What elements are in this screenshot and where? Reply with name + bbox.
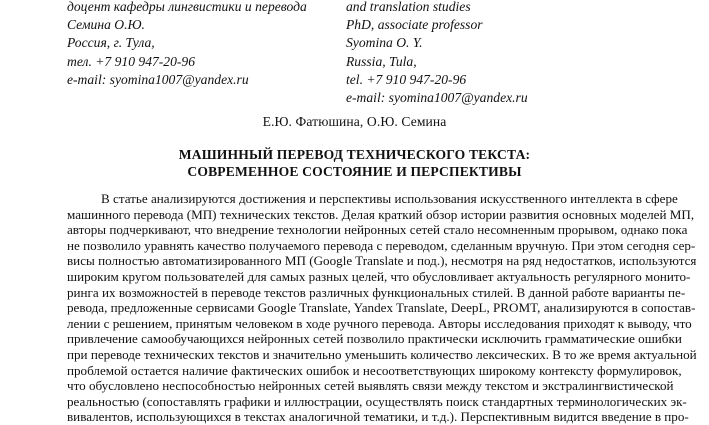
author-info-line: Россия, г. Тула, <box>67 35 155 51</box>
author-info-line: Семина О.Ю. <box>67 17 145 33</box>
author-info-line: PhD, associate professor <box>346 17 483 33</box>
abstract-line: авторы подчеркивают, что внедрение технологии нейронных сетей стало несомненным прорывом, однако пока <box>67 222 688 238</box>
author-info-line: tel. +7 910 947-20-96 <box>346 71 467 87</box>
author-info-line: e-mail: syomina1007@yandex.ru <box>67 71 249 87</box>
abstract-line: ревода, предложенные сервисами Google Translate, Yandex Translate, DeepL, PROMT, анализируются в сопостав- <box>67 300 696 316</box>
abstract-line: лении с решением, принятым человеком в ходе ручного перевода. Авторы исследования приходят к выводу, что <box>67 315 692 331</box>
article-title-line: СОВРЕМЕННОЕ СОСТОЯНИЕ И ПЕРСПЕКТИВЫ <box>187 163 522 179</box>
author-info-line: тел. +7 910 947-20-96 <box>67 53 196 69</box>
abstract-line: В статье анализируются достижения и перспективы использования искусственного интеллекта в сфере <box>101 191 678 206</box>
article-authors: Е.Ю. Фатюшина, О.Ю. Семина <box>262 114 447 129</box>
abstract-line: вивалентов, использующихся в текстах аналогичной тематики, и т.д.). Перспективным видится введение в про- <box>67 409 689 425</box>
abstract-line: висы полностью автоматизированного МП (Google Translate и под.), несмотря на ряд недостатков, используются <box>67 253 697 269</box>
author-info-line: Russia, Tula, <box>346 53 417 69</box>
author-info-line: Syomina O. Y. <box>346 35 423 51</box>
author-info-russian <box>67 0 307 89</box>
abstract-line: при переводе технических текстов и значительно уменьшить количество лексических. В то же время актуальной <box>67 346 697 362</box>
abstract-line: широким кругом пользователей для самых разных целей, что обусловливает актуальность регулярного монито- <box>67 268 691 284</box>
abstract-line: не позволило уравнять качество получаемого перевода с переводом, сделанным вручную. При этом сегодня сер- <box>67 237 696 253</box>
author-info-line: e-mail: syomina1007@yandex.ru <box>346 90 528 106</box>
abstract-line: проблемой остается наличие фактических ошибок и несоответствующих широкому контексту формулировок, <box>67 362 682 378</box>
abstract-line: ринга их возможностей в переводе текстов различных функциональных стилей. В данной работе варианты пе- <box>67 284 686 300</box>
abstract-line: реальностью (сопоставлять графики и иллюстрации, осуществлять поиск стандартных терминологических эк- <box>67 393 687 409</box>
abstract-line: машинного перевода (МП) технических текстов. Делая краткий обзор истории развития основных моделей МП, <box>67 206 695 222</box>
author-info-line: and translation studies <box>346 0 471 14</box>
article-abstract <box>67 191 697 425</box>
abstract-line: что обусловлено неспособностью нейронных сетей выявлять связи между текстом и экстралингвистической <box>67 378 674 394</box>
author-info-english <box>346 0 528 107</box>
author-info-line: доцент кафедры лингвистики и перевода <box>67 0 307 14</box>
abstract-line: привлечение самообучающихся нейронных сетей позволило практически исключить грамматические ошибки <box>67 331 682 347</box>
article-title <box>0 147 709 180</box>
article-title-line: МАШИННЫЙ ПЕРЕВОД ТЕХНИЧЕСКОГО ТЕКСТА: <box>178 147 531 162</box>
